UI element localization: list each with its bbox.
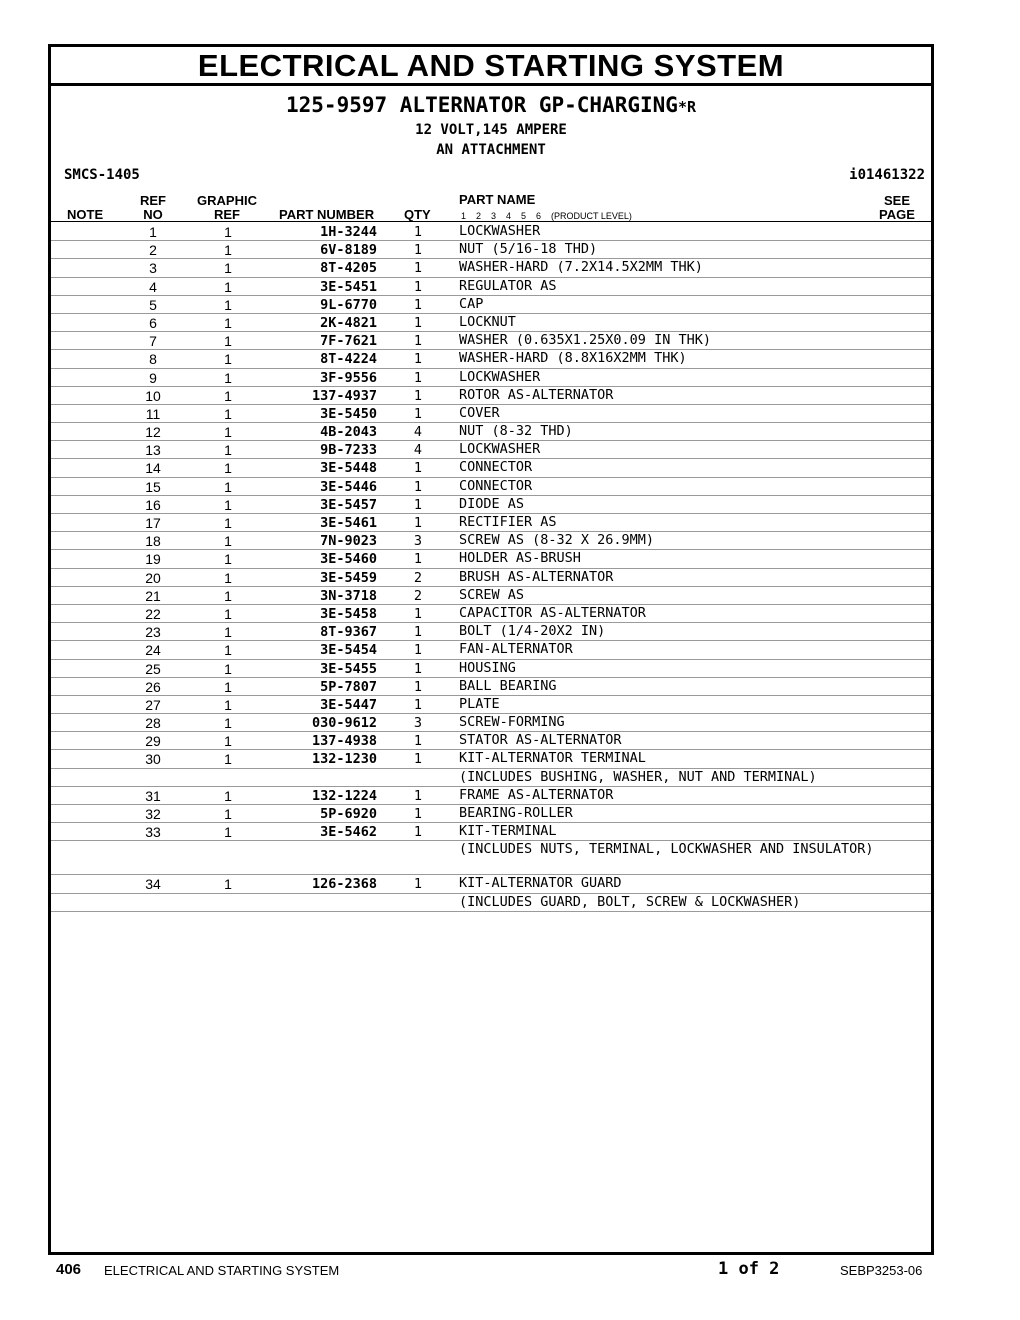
quantity: 1 <box>413 351 423 368</box>
part-number: 3E-5462 <box>320 824 377 841</box>
part-number: 3E-5455 <box>320 660 377 677</box>
table-row <box>51 332 931 350</box>
quantity: 1 <box>413 678 423 695</box>
quantity: 4 <box>413 442 423 459</box>
quantity: 1 <box>413 387 423 404</box>
graphic-ref: 1 <box>224 260 232 277</box>
ref-no: 7 <box>149 333 157 350</box>
part-number: 7F-7621 <box>320 333 377 350</box>
graphic-ref: 1 <box>224 333 232 350</box>
part-number: 5P-7807 <box>320 678 377 695</box>
table-row <box>51 805 931 823</box>
part-name: CONNECTOR <box>459 477 533 494</box>
part-name: KIT-ALTERNATOR TERMINAL <box>459 750 646 767</box>
part-name: (INCLUDES GUARD, BOLT, SCREW & LOCKWASHER) <box>459 893 801 910</box>
quantity: 3 <box>413 715 423 732</box>
graphic-ref: 1 <box>224 533 232 550</box>
graphic-ref: 1 <box>224 314 232 331</box>
part-name: FRAME AS-ALTERNATOR <box>459 786 614 803</box>
part-name: WASHER (0.635X1.25X0.09 IN THK) <box>459 332 711 349</box>
table-row <box>51 478 931 496</box>
table-row <box>51 894 931 912</box>
quantity: 1 <box>413 296 423 313</box>
part-name: SCREW AS <box>459 586 525 603</box>
table-row <box>51 369 931 387</box>
graphic-ref: 1 <box>224 387 232 404</box>
graphic-ref: 1 <box>224 242 232 259</box>
graphic-ref: 1 <box>224 424 232 441</box>
quantity: 1 <box>413 369 423 386</box>
col-part-name: PART NAME <box>459 192 536 207</box>
part-name: FAN-ALTERNATOR <box>459 641 573 658</box>
part-number: 3E-5454 <box>320 642 377 659</box>
table-row <box>51 350 931 368</box>
table-row <box>51 423 931 441</box>
quantity: 1 <box>413 242 423 259</box>
table-row <box>51 314 931 332</box>
graphic-ref: 1 <box>224 787 232 804</box>
quantity: 1 <box>413 478 423 495</box>
part-name: (INCLUDES NUTS, TERMINAL, LOCKWASHER AND INSULATOR) <box>459 841 874 858</box>
group-title-suffix: *R <box>677 98 696 116</box>
quantity: 4 <box>413 424 423 441</box>
quantity: 1 <box>413 876 423 893</box>
table-row <box>51 587 931 605</box>
quantity: 1 <box>413 551 423 568</box>
header-divider <box>51 221 931 222</box>
ref-no: 34 <box>145 876 161 893</box>
table-row <box>51 296 931 314</box>
graphic-ref: 1 <box>224 678 232 695</box>
table-row <box>51 569 931 587</box>
part-number: 3E-5451 <box>320 278 377 295</box>
table-row <box>51 459 931 477</box>
smcs-code: SMCS-1405 <box>64 167 140 183</box>
col-note: NOTE <box>67 207 104 222</box>
part-number: 1H-3244 <box>320 224 377 240</box>
part-number: 137-4938 <box>311 733 377 750</box>
col-product-levels: 1 2 3 4 5 6 (PRODUCT LEVEL) <box>461 211 632 221</box>
quantity: 1 <box>413 824 423 841</box>
table-row <box>51 241 931 259</box>
quantity: 1 <box>413 314 423 331</box>
graphic-ref: 1 <box>224 696 232 713</box>
part-name: LOCKWASHER <box>459 441 541 458</box>
table-row <box>51 278 931 296</box>
part-number: 137-4937 <box>311 387 377 404</box>
ref-no: 24 <box>145 642 161 659</box>
part-number: 132-1224 <box>311 787 377 804</box>
ref-no: 4 <box>149 278 157 295</box>
part-number: 132-1230 <box>311 751 377 768</box>
part-name: BALL BEARING <box>459 677 557 694</box>
ref-no: 32 <box>145 806 161 822</box>
graphic-ref: 1 <box>224 405 232 422</box>
part-name: REGULATOR AS <box>459 277 557 294</box>
table-row <box>51 787 931 805</box>
ref-no: 31 <box>145 787 161 804</box>
part-name: LOCKWASHER <box>459 368 541 385</box>
graphic-ref: 1 <box>224 876 232 893</box>
part-number: 030-9612 <box>311 715 377 732</box>
ref-no: 10 <box>145 387 161 404</box>
part-number: 3F-9556 <box>320 369 377 386</box>
part-number: 2K-4821 <box>320 314 377 331</box>
quantity: 1 <box>413 278 423 295</box>
graphic-ref: 1 <box>224 751 232 768</box>
part-name: KIT-TERMINAL <box>459 823 557 840</box>
table-row <box>51 714 931 732</box>
part-number: 3E-5446 <box>320 478 377 495</box>
col-qty: QTY <box>404 207 431 222</box>
table-row <box>51 496 931 514</box>
ref-no: 21 <box>145 587 161 604</box>
quantity: 1 <box>413 515 423 531</box>
quantity: 1 <box>413 642 423 659</box>
ref-no: 5 <box>149 296 157 313</box>
ref-no: 23 <box>145 624 161 641</box>
graphic-ref: 1 <box>224 460 232 477</box>
table-row <box>51 259 931 277</box>
graphic-ref: 1 <box>224 224 232 240</box>
graphic-ref: 1 <box>224 824 232 841</box>
footer-section: ELECTRICAL AND STARTING SYSTEM <box>104 1263 340 1278</box>
ref-no: 2 <box>149 242 157 259</box>
quantity: 1 <box>413 660 423 677</box>
part-name: CONNECTOR <box>459 459 533 476</box>
part-name: ROTOR AS-ALTERNATOR <box>459 386 614 403</box>
part-name: NUT (8-32 THD) <box>459 423 573 440</box>
part-name: (INCLUDES BUSHING, WASHER, NUT AND TERMINAL) <box>459 768 817 785</box>
part-name: HOUSING <box>459 659 516 676</box>
part-name: HOLDER AS-BRUSH <box>459 550 581 567</box>
group-title <box>51 93 931 117</box>
table-row <box>51 387 931 405</box>
ref-no: 28 <box>145 715 161 732</box>
quantity: 2 <box>413 587 423 604</box>
graphic-ref: 1 <box>224 715 232 732</box>
quantity: 1 <box>413 605 423 622</box>
quantity: 1 <box>413 333 423 350</box>
col-ref-bottom: NO <box>143 207 163 222</box>
group-title-main: 125-9597 ALTERNATOR GP-CHARGING <box>286 93 678 117</box>
ref-no: 20 <box>145 569 161 586</box>
part-name: NUT (5/16-18 THD) <box>459 241 598 258</box>
ref-no: 30 <box>145 751 161 768</box>
col-see-bottom: PAGE <box>879 207 915 222</box>
graphic-ref: 1 <box>224 569 232 586</box>
part-name: DIODE AS <box>459 495 525 512</box>
ref-no: 26 <box>145 678 161 695</box>
ref-no: 25 <box>145 660 161 677</box>
part-name: STATOR AS-ALTERNATOR <box>459 732 622 749</box>
part-number: 3E-5448 <box>320 460 377 477</box>
graphic-ref: 1 <box>224 642 232 659</box>
ref-no: 27 <box>145 696 161 713</box>
group-attachment: AN ATTACHMENT <box>436 142 546 158</box>
ref-no: 14 <box>145 460 161 477</box>
part-number: 5P-6920 <box>320 806 377 822</box>
graphic-ref: 1 <box>224 624 232 641</box>
ref-no: 18 <box>145 533 161 550</box>
part-number: 3E-5458 <box>320 605 377 622</box>
ref-no: 8 <box>149 351 157 368</box>
table-row <box>51 223 931 241</box>
footer-page-number: 406 <box>56 1261 82 1278</box>
ref-no: 22 <box>145 605 161 622</box>
quantity: 2 <box>413 569 423 586</box>
part-number: 4B-2043 <box>320 424 377 441</box>
part-name: KIT-ALTERNATOR GUARD <box>459 875 622 892</box>
table-row <box>51 532 931 550</box>
graphic-ref: 1 <box>224 369 232 386</box>
illustration-id: i01461322 <box>849 167 925 183</box>
section-title: ELECTRICAL AND STARTING SYSTEM <box>51 47 931 86</box>
part-name: SCREW-FORMING <box>459 714 565 731</box>
quantity: 1 <box>413 260 423 277</box>
part-number: 3E-5450 <box>320 405 377 422</box>
part-name: CAPACITOR AS-ALTERNATOR <box>459 604 646 621</box>
ref-no: 15 <box>145 478 161 495</box>
quantity: 3 <box>413 533 423 550</box>
table-row <box>51 841 931 875</box>
part-name: BEARING-ROLLER <box>459 805 573 821</box>
quantity: 1 <box>413 405 423 422</box>
col-part-number: PART NUMBER <box>279 207 375 222</box>
quantity: 1 <box>413 696 423 713</box>
quantity: 1 <box>413 806 423 822</box>
ref-no: 16 <box>145 496 161 513</box>
quantity: 1 <box>413 787 423 804</box>
graphic-ref: 1 <box>224 551 232 568</box>
part-number: 3E-5447 <box>320 696 377 713</box>
part-number: 8T-9367 <box>320 624 377 641</box>
table-row <box>51 550 931 568</box>
table-row <box>51 823 931 841</box>
part-name: WASHER-HARD (7.2X14.5X2MM THK) <box>459 259 703 276</box>
table-row <box>51 660 931 678</box>
col-see-top: SEE <box>883 193 910 208</box>
part-name: LOCKWASHER <box>459 223 541 239</box>
part-name: COVER <box>459 404 500 421</box>
table-row <box>51 750 931 768</box>
graphic-ref: 1 <box>224 733 232 750</box>
ref-no: 13 <box>145 442 161 459</box>
footer-page-of: 1 of 2 <box>718 1259 780 1279</box>
table-row <box>51 732 931 750</box>
table-row <box>51 623 931 641</box>
ref-no: 11 <box>145 405 161 422</box>
part-name: SCREW AS (8-32 X 26.9MM) <box>459 532 655 549</box>
part-number: 6V-8189 <box>320 242 377 259</box>
ref-no: 12 <box>145 424 161 441</box>
part-name: BOLT (1/4-20X2 IN) <box>459 623 606 640</box>
part-number: 9B-7233 <box>320 442 377 459</box>
table-row <box>51 696 931 714</box>
ref-no: 29 <box>145 733 161 750</box>
quantity: 1 <box>413 624 423 641</box>
part-number: 3E-5457 <box>320 496 377 513</box>
graphic-ref: 1 <box>224 515 232 531</box>
graphic-ref: 1 <box>224 496 232 513</box>
part-name: BRUSH AS-ALTERNATOR <box>459 568 614 585</box>
quantity: 1 <box>413 224 423 240</box>
quantity: 1 <box>413 751 423 768</box>
graphic-ref: 1 <box>224 806 232 822</box>
graphic-ref: 1 <box>224 587 232 604</box>
col-ref-top: REF <box>140 193 166 208</box>
quantity: 1 <box>413 496 423 513</box>
part-number: 8T-4224 <box>320 351 377 368</box>
part-number: 3N-3718 <box>320 587 377 604</box>
table-row <box>51 605 931 623</box>
group-spec: 12 VOLT,145 AMPERE <box>415 122 567 138</box>
table-row <box>51 405 931 423</box>
part-number: 3E-5459 <box>320 569 377 586</box>
part-number: 3E-5460 <box>320 551 377 568</box>
table-row <box>51 641 931 659</box>
ref-no: 9 <box>149 369 157 386</box>
part-number: 126-2368 <box>311 876 377 893</box>
ref-no: 17 <box>145 515 161 531</box>
part-number: 8T-4205 <box>320 260 377 277</box>
quantity: 1 <box>413 460 423 477</box>
footer-doc-code: SEBP3253-06 <box>840 1263 923 1278</box>
graphic-ref: 1 <box>224 660 232 677</box>
ref-no: 33 <box>145 824 161 841</box>
part-number: 3E-5461 <box>320 515 377 531</box>
table-row <box>51 441 931 459</box>
graphic-ref: 1 <box>224 478 232 495</box>
col-graphic-top: GRAPHIC <box>197 193 257 208</box>
graphic-ref: 1 <box>224 442 232 459</box>
ref-no: 3 <box>149 260 157 277</box>
page-frame <box>48 44 934 1255</box>
part-name: WASHER-HARD (8.8X16X2MM THK) <box>459 350 687 367</box>
graphic-ref: 1 <box>224 278 232 295</box>
part-number: 7N-9023 <box>320 533 377 550</box>
part-name: PLATE <box>459 695 500 712</box>
part-number: 9L-6770 <box>320 296 377 313</box>
part-name: RECTIFIER AS <box>459 514 557 530</box>
table-row <box>51 875 931 893</box>
part-name: CAP <box>459 295 484 312</box>
table-row <box>51 514 931 532</box>
graphic-ref: 1 <box>224 605 232 622</box>
ref-no: 1 <box>149 224 157 240</box>
table-row <box>51 678 931 696</box>
graphic-ref: 1 <box>224 296 232 313</box>
parts-table <box>51 223 931 912</box>
part-name: LOCKNUT <box>459 313 516 330</box>
graphic-ref: 1 <box>224 351 232 368</box>
quantity: 1 <box>413 733 423 750</box>
ref-no: 6 <box>149 314 157 331</box>
table-row <box>51 769 931 787</box>
col-graphic-bottom: REF <box>214 207 240 222</box>
ref-no: 19 <box>145 551 161 568</box>
